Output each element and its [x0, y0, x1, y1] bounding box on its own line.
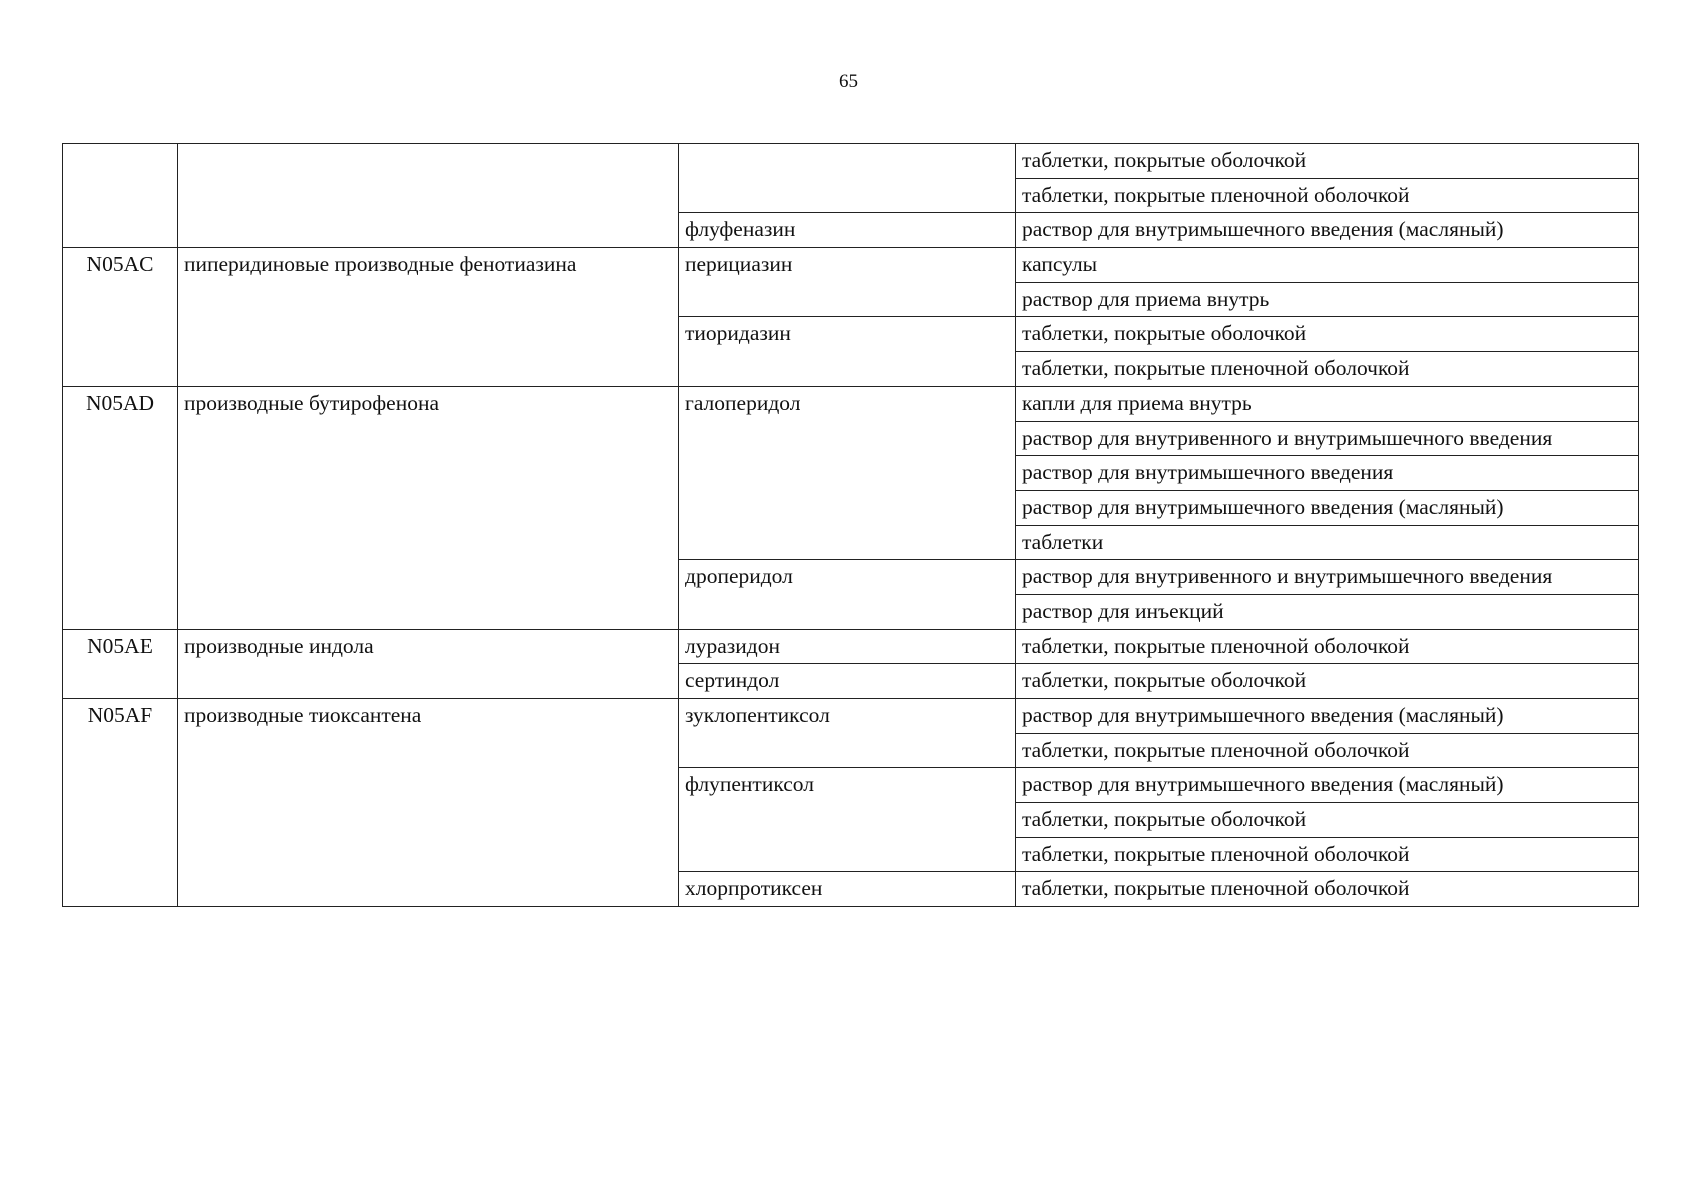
dosage-form-cell: раствор для внутримышечного введения (масляный) — [1016, 490, 1639, 525]
atc-code-cell — [63, 144, 178, 248]
drug-table — [62, 143, 1639, 907]
drug-name-cell: дроперидол — [679, 560, 1016, 629]
dosage-form-cell: таблетки, покрытые пленочной оболочкой — [1016, 629, 1639, 664]
dosage-form-cell: таблетки, покрытые оболочкой — [1016, 317, 1639, 352]
table-row — [63, 248, 1639, 283]
table-row — [63, 386, 1639, 421]
dosage-form-cell: таблетки, покрытые пленочной оболочкой — [1016, 733, 1639, 768]
drug-name-cell — [679, 144, 1016, 213]
dosage-form-cell: таблетки, покрытые пленочной оболочкой — [1016, 872, 1639, 907]
atc-code-cell: N05AF — [63, 699, 178, 907]
group-name-cell: пиперидиновые производные фенотиазина — [178, 248, 679, 387]
drug-table-body — [63, 144, 1639, 907]
dosage-form-cell: таблетки, покрытые оболочкой — [1016, 144, 1639, 179]
dosage-form-cell: раствор для приема внутрь — [1016, 282, 1639, 317]
table-row — [63, 144, 1639, 179]
dosage-form-cell: раствор для внутривенного и внутримышечного введения — [1016, 560, 1639, 595]
dosage-form-cell: таблетки — [1016, 525, 1639, 560]
drug-name-cell: перициазин — [679, 248, 1016, 317]
dosage-form-cell: таблетки, покрытые оболочкой — [1016, 803, 1639, 838]
drug-name-cell: галоперидол — [679, 386, 1016, 559]
group-name-cell: производные бутирофенона — [178, 386, 679, 629]
table-row — [63, 699, 1639, 734]
group-name-cell: производные индола — [178, 629, 679, 698]
group-name-cell: производные тиоксантена — [178, 699, 679, 907]
dosage-form-cell: капли для приема внутрь — [1016, 386, 1639, 421]
page-number: 65 — [839, 71, 858, 92]
drug-name-cell: флупентиксол — [679, 768, 1016, 872]
dosage-form-cell: раствор для инъекций — [1016, 594, 1639, 629]
atc-code-cell: N05AC — [63, 248, 178, 387]
dosage-form-cell: раствор для внутримышечного введения (масляный) — [1016, 699, 1639, 734]
dosage-form-cell: таблетки, покрытые пленочной оболочкой — [1016, 837, 1639, 872]
dosage-form-cell: капсулы — [1016, 248, 1639, 283]
drug-name-cell: луразидон — [679, 629, 1016, 664]
group-name-cell — [178, 144, 679, 248]
drug-name-cell: сертиндол — [679, 664, 1016, 699]
dosage-form-cell: таблетки, покрытые пленочной оболочкой — [1016, 352, 1639, 387]
drug-name-cell: хлорпротиксен — [679, 872, 1016, 907]
dosage-form-cell: раствор для внутривенного и внутримышечного введения — [1016, 421, 1639, 456]
drug-name-cell: тиоридазин — [679, 317, 1016, 386]
dosage-form-cell: раствор для внутримышечного введения — [1016, 456, 1639, 491]
atc-code-cell: N05AD — [63, 386, 178, 629]
table-row — [63, 629, 1639, 664]
dosage-form-cell: раствор для внутримышечного введения (масляный) — [1016, 768, 1639, 803]
atc-code-cell: N05AE — [63, 629, 178, 698]
dosage-form-cell: раствор для внутримышечного введения (масляный) — [1016, 213, 1639, 248]
drug-name-cell: флуфеназин — [679, 213, 1016, 248]
dosage-form-cell: таблетки, покрытые пленочной оболочкой — [1016, 178, 1639, 213]
drug-name-cell: зуклопентиксол — [679, 699, 1016, 768]
dosage-form-cell: таблетки, покрытые оболочкой — [1016, 664, 1639, 699]
